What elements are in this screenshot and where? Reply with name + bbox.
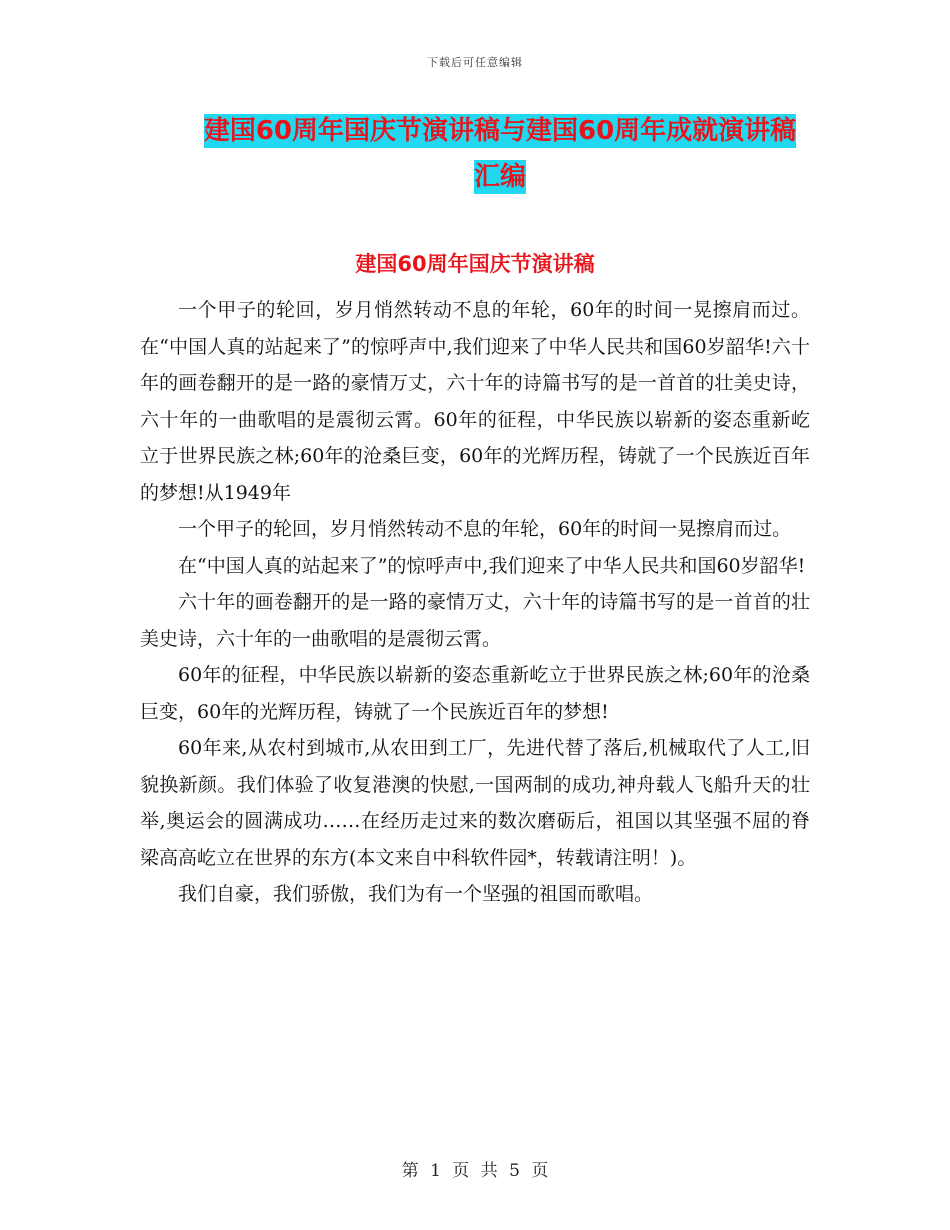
document-title-line1: 建国60周年国庆节演讲稿与建国60周年成就演讲稿 (203, 116, 797, 146)
page-indicator: 第 1 页 共 5 页 (401, 1161, 549, 1181)
document-body (140, 292, 810, 913)
section-title: 建国60周年国庆节演讲稿 (355, 252, 595, 276)
paragraph: 一个甲子的轮回，岁月悄然转动不息的年轮，60年的时间一晃擦肩而过。在“中国人真的站起来了”的惊呼声中,我们迎来了中华人民共和国60岁韶华!六十年的画卷翻开的是一路的豪情万丈，六十年的诗篇书写的是一首首的壮美史诗，六十年的一曲歌唱的是震彻云霄。60年的征程，中华民族以崭新的姿态重新屹立于世界民族之林;60年的沧桑巨变，60年的光辉历程，铸就了一个民族近百年的梦想!从1949年 (140, 299, 810, 504)
paragraph: 我们自豪，我们骄傲，我们为有一个坚强的祖国而歌唱。 (178, 883, 654, 905)
header-note: 下载后可任意编辑 (427, 56, 523, 69)
document-title (120, 108, 880, 200)
paragraph: 在“中国人真的站起来了”的惊呼声中,我们迎来了中华人民共和国60岁韶华! (178, 554, 806, 577)
paragraph: 六十年的画卷翻开的是一路的豪情万丈，六十年的诗篇书写的是一首首的壮美史诗，六十年的一曲歌唱的是震彻云霄。 (140, 591, 810, 650)
paragraph: 60年来,从农村到城市,从农田到工厂，先进代替了落后,机械取代了人工,旧貌换新颜。我们体验了收复港澳的快慰,一国两制的成功,神舟载人飞船升天的壮举,奥运会的圆满成功……在经历走过来的数次磨砺后，祖国以其坚强不屈的脊梁高高屹立在世界的东方(本文来自中科软件园*，转载请注明！)。 (140, 737, 810, 869)
document-title-line2: 汇编 (473, 162, 526, 192)
paragraph: 一个甲子的轮回，岁月悄然转动不息的年轮，60年的时间一晃擦肩而过。 (178, 518, 792, 540)
paragraph: 60年的征程，中华民族以崭新的姿态重新屹立于世界民族之林;60年的沧桑巨变，60年的光辉历程，铸就了一个民族近百年的梦想! (140, 664, 810, 723)
